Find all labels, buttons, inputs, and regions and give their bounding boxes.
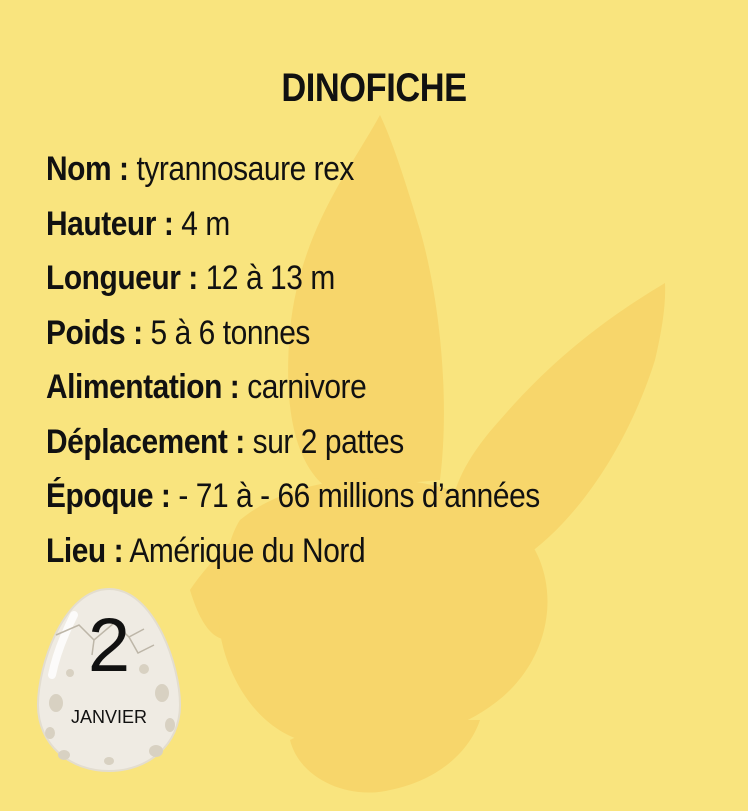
fact-nom [46, 142, 540, 197]
fact-value: - 71 à - 66 millions d’années [178, 477, 540, 515]
calendar-day: 2 [87, 603, 131, 688]
fact-label: Poids : [46, 313, 143, 352]
fact-lieu [46, 524, 540, 579]
fact-value: 12 à 13 m [205, 259, 335, 297]
fact-label: Déplacement : [46, 422, 245, 461]
fact-label: Alimentation : [46, 368, 240, 406]
fact-poids [46, 306, 540, 361]
fact-value: tyrannosaure rex [136, 150, 354, 188]
fact-label: Lieu : [46, 531, 124, 570]
fact-alimentation [46, 360, 540, 415]
fact-value: sur 2 pattes [252, 422, 404, 461]
fact-value: 5 à 6 tonnes [150, 313, 310, 352]
fact-hauteur [46, 197, 540, 252]
fact-label: Époque : [46, 477, 171, 515]
card-title: DINOFICHE [281, 66, 467, 110]
fact-value: carnivore [247, 368, 367, 406]
fact-value: 4 m [181, 204, 230, 243]
fact-label: Nom : [46, 150, 129, 188]
calendar-month: JANVIER [70, 707, 148, 727]
fact-value: Amérique du Nord [129, 531, 366, 570]
facts-list [46, 142, 607, 578]
fact-longueur [46, 251, 540, 306]
fact-deplacement [46, 415, 540, 470]
fact-label: Longueur : [46, 259, 198, 297]
fact-epoque [46, 469, 540, 524]
fact-label: Hauteur : [46, 204, 174, 243]
